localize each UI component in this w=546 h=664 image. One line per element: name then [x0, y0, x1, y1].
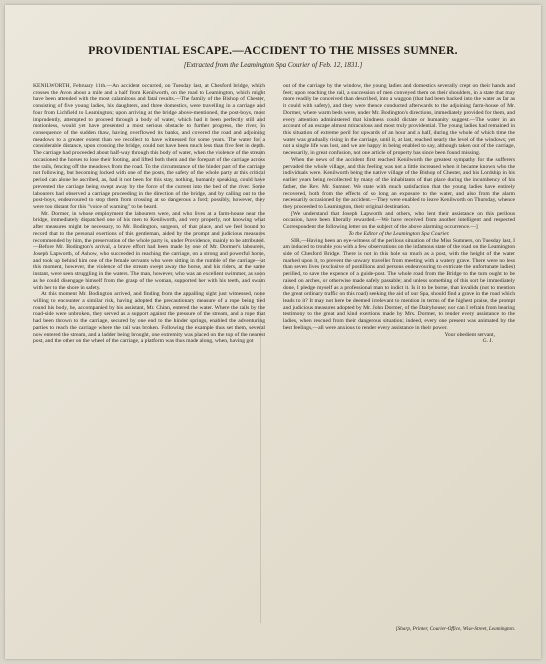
paragraph: When the news of the accident first reached Kenilworth the greatest sympathy for the sufferers pervaded the whole village, and this feeling was not a little increased when it became known who the individuals were. Kenilworth being the native village of the Bishop of Chester, and his Lordship in his earlier years being recollected by many of the inhabitants of that place during the incumbency of his father, the Rev. Mr. Sumner. We state with much satisfaction that the young ladies have entirely recovered, both from the effects of so long an exposure to the water, and also from the alarm necessarily occasioned by the accident.—They were enabled to leave Kenilworth on Thursday, whence they proceeded to Leamington, their original destination.: [283, 156, 515, 210]
paragraph: [We understand that Joseph Lapworth and others, who lent their assistance on this perilous occasion, have been liberally rewarded.—We have received from another intelligent and respected Correspondent the following letter on the subject of the above alarming occurrence.—]: [283, 210, 515, 231]
letter-heading: To the Editor of the Leamington Spa Courier.: [348, 230, 450, 237]
document-subtitle: [Extracted from the Leamington Spa Courier of Feb. 12, 1831.]: [183, 61, 363, 69]
document-title: PROVIDENTIAL ESCAPE.—ACCIDENT TO THE MISSES SUMNER.: [88, 45, 458, 57]
left-column: [33, 83, 265, 345]
paragraph: Mr. Dormer, in whose employment the labourers were, and who lives at a farm-house near the bridge, immediately dispatched one of his men to Kenilworth, and very properly, not knowing what after measures might be necessary, to Mr. Bodington, surgeon, of that place, and we feel bound to record that to the personal exertions of this gentleman, aided by the prompt and judicious measures recommended by him, the preservation of the whole party is, under Providence, mainly to be attributed.—Before Mr. Bodington's arrival, a brave effort had been made by one of Mr. Dormer's labourers, Joseph Lapworth, of Ashow, who succeeded in reaching the carriage, on a strong and powerful horse, and took up behind him one of the female servants who were sitting in the rumble of the carriage—at this moment, however, the violence of the stream swept away the horse, and his riders, at the same instant, were seen struggling in the waters. The man, however, who was an excellent swimmer, as soon as he could disengage himself from the grasp of the woman, supported her with his teeth, and swam with her to the shore in safety.: [33, 210, 265, 291]
paragraph: out of the carriage by the window, the young ladies and domestics severally crept on their hands and feet; upon reaching the rail, a succession of men conveyed them on their shoulders, in a state that may more readily be conceived than described, into a waggon (that had been backed into the water as far as it could with safety), and they were thence conducted afterwards to the adjoining farm-house of Mr. Dormer, where warm beds were, under Mr. Bodington's directions, immediately provided for them, and every attention administered that kindness could dictate or humanity suggest.—The water in an account of an escape almost miraculous and most truly providential. The young ladies had remained in this situation of extreme peril for upwards of an hour and a half, during the whole of which time the water was gradually rising in the carriage, until it, at last, reached nearly the level of the windows; yet not a single life was lost, and we are happy in being enabled to say, although taken out of the carriage, necessarily, in great confusion, not one article of property has since been found missing.: [283, 83, 515, 157]
column-divider: [260, 83, 261, 623]
letter-closing: Your obedient servant,: [444, 331, 495, 338]
right-column: [283, 83, 515, 345]
letter-signature: G. J.: [482, 338, 493, 345]
paragraph: SIR,—Having been an eye-witness of the perilous situation of the Miss Sumners, on Tuesday last, I am induced to trouble you with a few observations on the infamous state of the road on the Leamington side of Chesford Bridge. There is not in this hole so much as a post, with the height of the water marked upon it, to prevent the unwary traveller from meeting with a watery grave. There were no less than seven lives (exclusive of postillions and persons endeavouring to extricate the unfortunate ladies) perilled, to save the expence of a guide-post. The whole road from the Bridge to the turn ought to be raised on arches, or otherwise made safely passable; and unless something of this sort be immediately done, I pledge myself as a professional man to indict it. Is it to be borne, that invalids (not to mention the great ordinary traffic on this road) seeking the aid of our Spa, should find a grave in the road which leads to it? It may not here be deemed irrelevant to mention in terms of the highest praise, the prompt and judicious measures adopted by Mr. John Dormer, of the Dairyhouse; nor can I refrain from bearing testimony to the great and kind exertions made by Mrs. Dormer, to render every assistance to the ladies, when rescued from their dangerous situation; indeed, every one present was animated by the best feelings,—all were anxious to render every assistance in their power.: [283, 237, 515, 331]
paragraph: At this moment Mr. Bodington arrived, and finding from the appalling sight just witnessed, none willing to encounter a similar risk, having adopted the precautionary measure of a rope being tied round his body, he, accompanied by his assistant, Mr. Chinn, entered the water. Where the rails by the road-side were unbroken, they served as a support against the pressure of the stream, and a rope that had been thrown to the carriage, secured by one end to the hinder springs, enabled the adventuring parties to reach the carriage where the rail was broken. Following the example thus set them, several now entered the stream, and a ladder being brought, one extremity was placed on the top of the nearest post, and the other on the wheel of the carriage, a platform was thus made along, when, having got: [33, 291, 265, 345]
printed-broadsheet: [5, 5, 541, 659]
printer-imprint: [Sharp, Printer, Courier-Office, Wise-Street, Leamington.: [395, 626, 515, 632]
paragraph: KENILWORTH, February 11th.—An accident occurred, on Tuesday last, at Chesford bridge, which crosses the Avon about a mile and a half from Kenilworth, on the road to Leamington, which might have been attended with the most calamitous and fatal results.—The family of the Bishop of Chester, consisting of five young ladies, his daughters, and three domestics, were travelling in a carriage and four from Lichfield to Leamington; upon arriving at the bridge above-mentioned, the post-boys, most imprudently, attempted to proceed through a body of water, which had it been perfectly still and motionless, would yet have presented a most serious obstacle to further progress, the river, in consequence of the sudden thaw, having overflowed its banks, and covered the road and adjoining meadows to a greater extent than we recollect to have witnessed for some years. The water for a considerable distance, upon crossing the bridge, could not have been much less than five feet in depth. The carriage had proceeded about half-way through this body of water, when the violence of the stream occasioned the horses to lose their footing, and lifted both them and the forepart of the carriage across the rails, fencing off the meadows from the road. To the circumstance of the hinder part of the carriage not following, but becoming locked with one of the posts, the safety of the whole party at this critical period can alone be ascribed, as, had it not been for this stay, nothing, humanly speaking, could have prevented the carriage being swept away by the force of the current into the bed of the river. Some labourers had observed a carriage proceeding in the direction of the bridge, and by calling out to the post-boys, endeavoured to stop them from crossing at so dangerous a ford; possibly, however, they were too distant for this "voice of warning" to be heard.: [33, 83, 265, 210]
